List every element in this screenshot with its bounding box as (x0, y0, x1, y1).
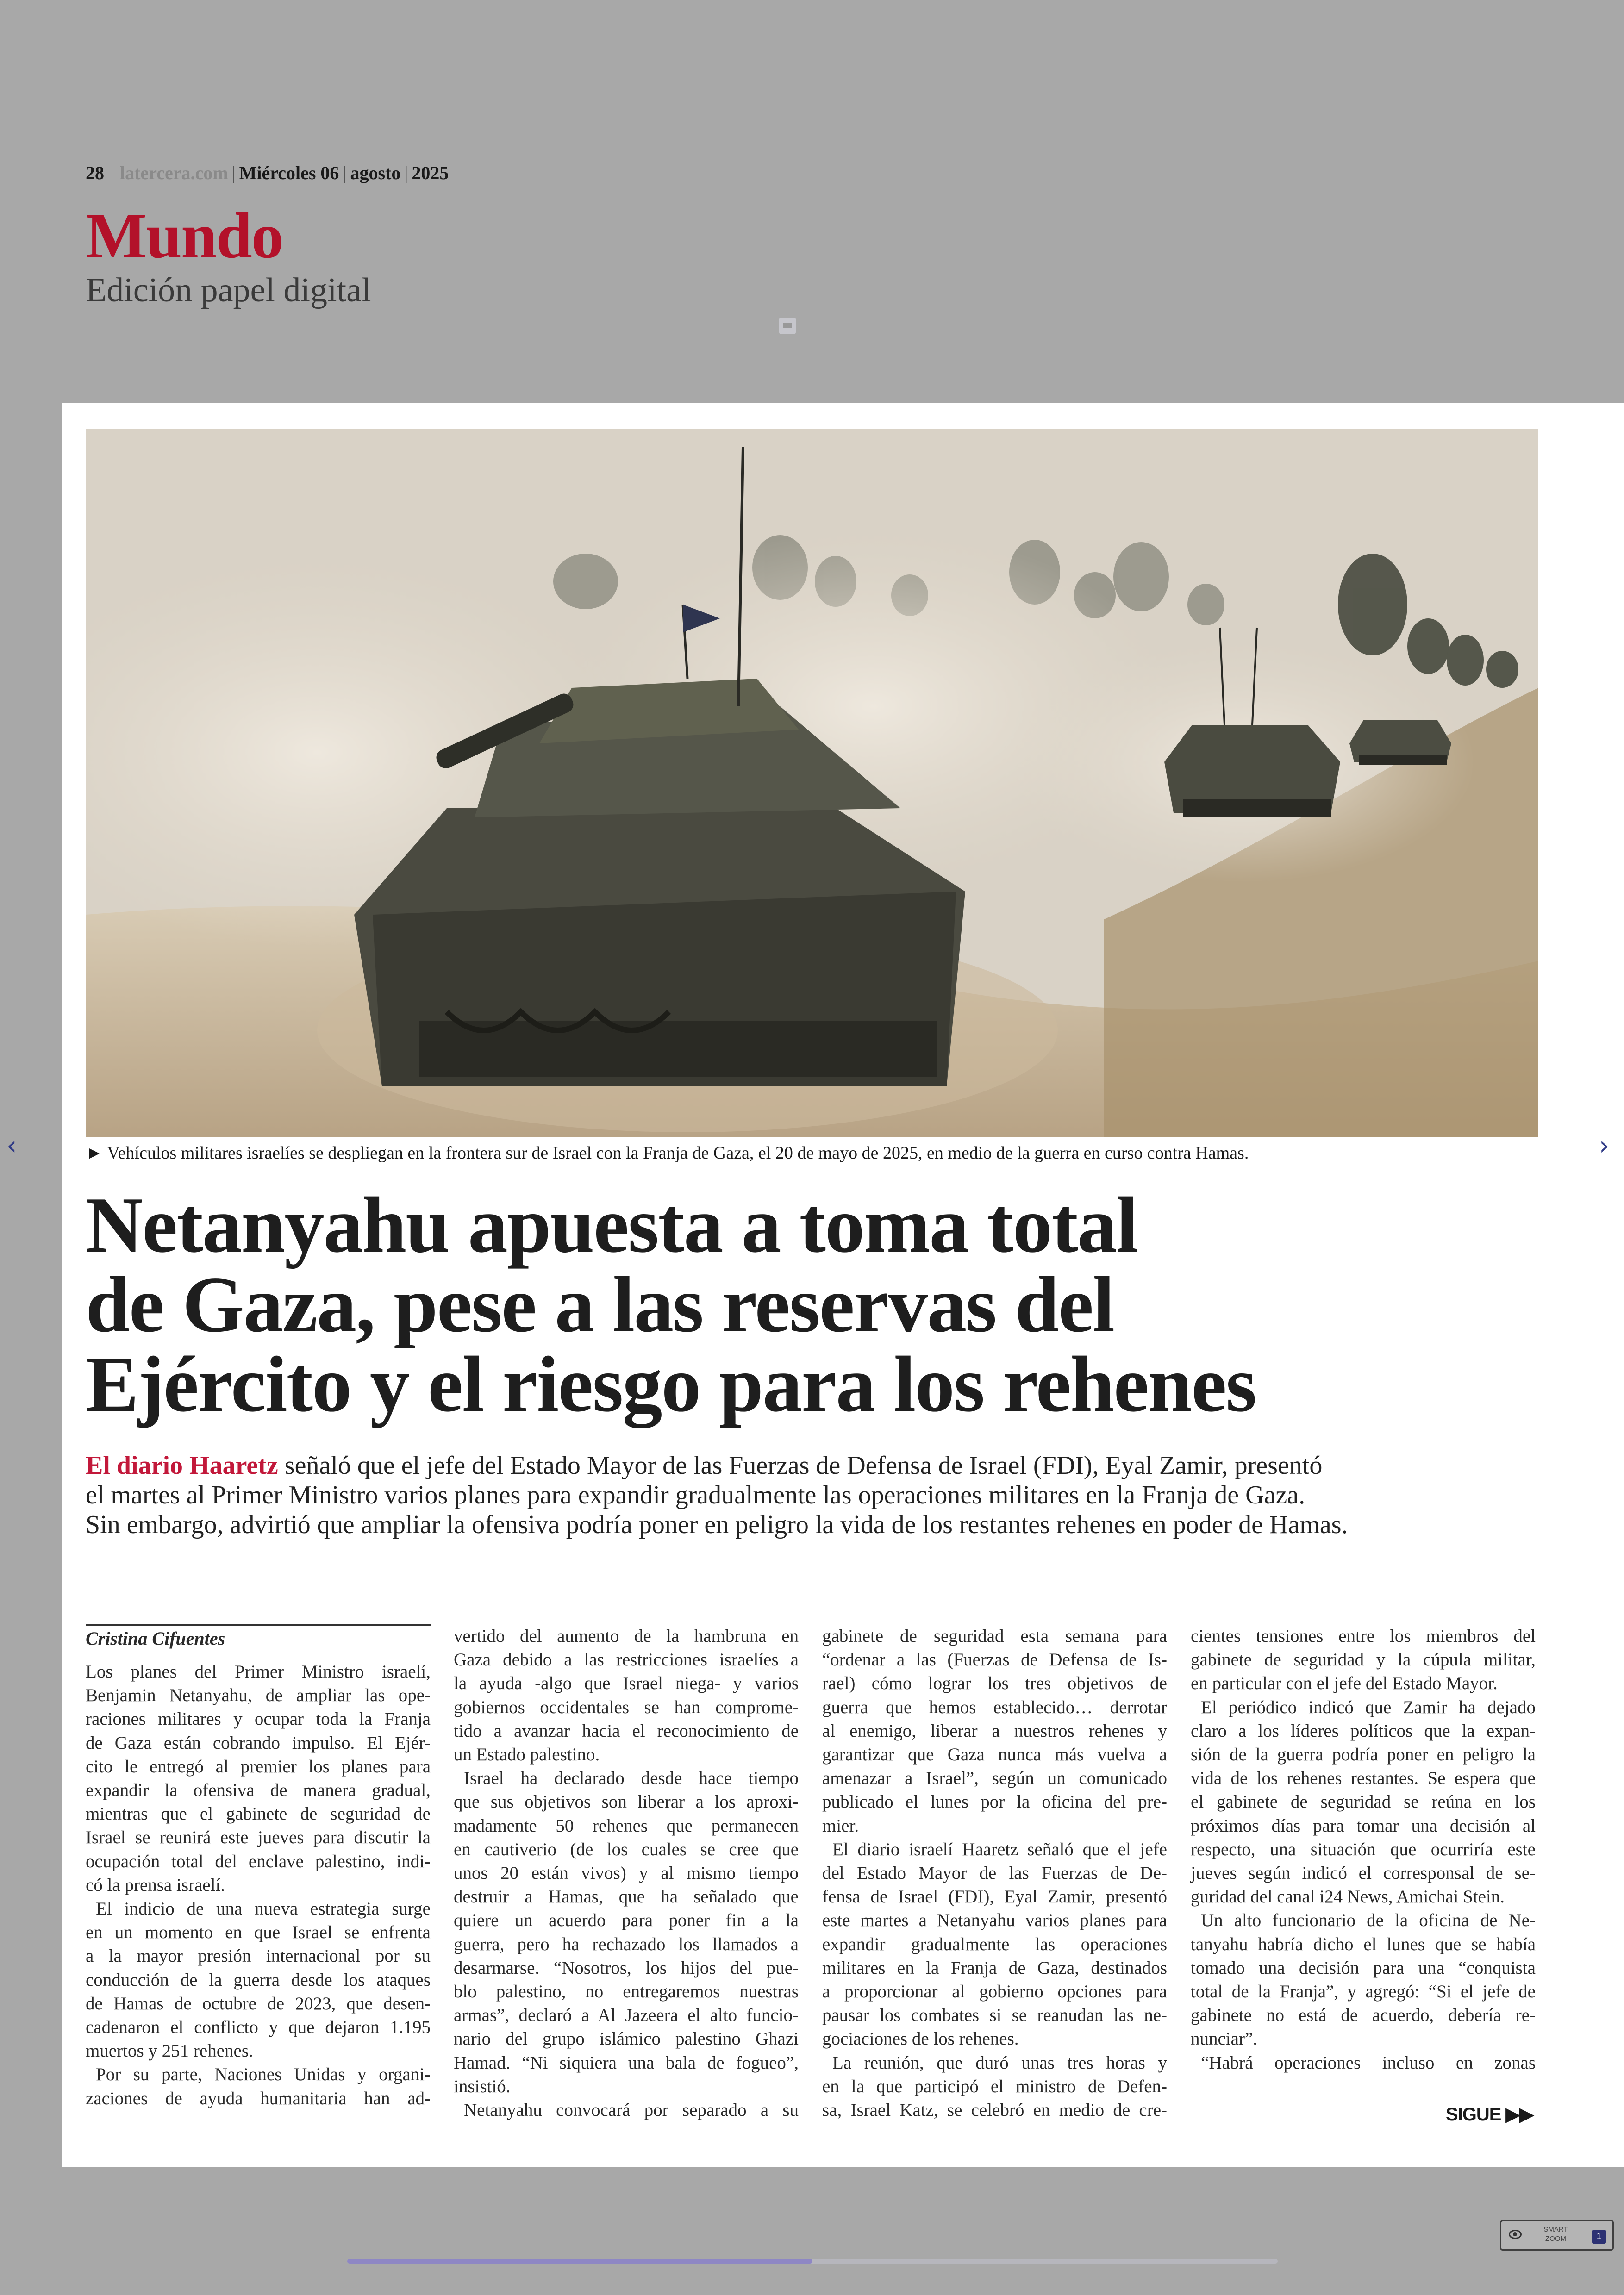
column-text-line: vida de los rehenes restantes. Se espera que (1191, 1768, 1536, 1789)
smart-zoom-badge: 1 (1592, 2230, 1606, 2244)
year: 2025 (412, 162, 449, 183)
column-text-line: có la prensa israelí. (86, 1875, 225, 1895)
column-text-line: garantizar que Gaza nunca más vuelva a (822, 1745, 1167, 1765)
column-text-line: tido a avanzar hacia el reconocimiento de (454, 1721, 799, 1741)
column-text-line: “Habrá operaciones incluso en zonas (1201, 2052, 1536, 2073)
column-text-line: Israel ha declarado desde hace tiempo (464, 1768, 799, 1789)
column-text-line: en la que participó el ministro de Defen- (822, 2076, 1167, 2096)
column-text-line: tomado una decisión para una “conquista (1191, 1958, 1536, 1978)
column-text-line: gociaciones de los rehenes. (822, 2029, 1019, 2049)
column-text-line: sa, Israel Katz, se celebró en medio de cre- (822, 2100, 1167, 2120)
lead-text: señaló que el jefe del Estado Mayor de las Fuerzas de Defensa de Israel (FDI), Eyal Zamir, presentó (278, 1451, 1323, 1480)
column-text-line: armas”, declaró a Al Jazeera el alto funcio- (454, 2005, 799, 2026)
column-text-line: guerra, pero ha rechazado los llamados a (454, 1934, 799, 1954)
article-lead (86, 1451, 1544, 1540)
column-text-line: en cautiverio (de los cuales se cree que (454, 1839, 799, 1859)
lead-line (86, 1451, 1544, 1480)
headline-line: Netanyahu apuesta a toma total (86, 1181, 1137, 1269)
section-title: Mundo (86, 200, 283, 272)
column-text-line: unos 20 están vivos) y al mismo tiempo (454, 1863, 799, 1883)
page-header: 28 latercera.com | Miércoles 06 | agosto | 2025 (86, 162, 449, 183)
page-progress-fill (347, 2259, 812, 2264)
column-text-line: Hamad. “Ni siquiera una bala de fogueo”, (454, 2052, 799, 2073)
column-text-line: jueves según indicó el corresponsal de se- (1191, 1863, 1536, 1883)
column-text-line: de Hamas de octubre de 2023, que desen- (86, 1993, 431, 2014)
article-headline (86, 1181, 1521, 1428)
column-text-line: Benjamin Netanyahu, de ampliar las ope- (86, 1685, 431, 1706)
column-text-line: militares en la Franja de Gaza, destinados (822, 1958, 1167, 1978)
column-text-line: en un momento en que Israel se enfrenta (86, 1922, 431, 1943)
column-text-line: publicado el lunes por la oficina del pre- (822, 1792, 1167, 1812)
article-column-3 (822, 1624, 1167, 2122)
column-text-line: desarmarse. “Nosotros, los hijos del pue- (454, 1958, 799, 1978)
column-text-line: El indicio de una nueva estrategia surge (96, 1899, 431, 1919)
column-text-line: gabinete no está de acuerdo, debería re- (1191, 2005, 1536, 2026)
month: agosto (350, 162, 401, 183)
column-text-line: “ordenar a las (Fuerzas de Defensa de Is- (822, 1650, 1167, 1670)
column-text-line: zaciones de ayuda humanitaria han ad- (86, 2088, 431, 2108)
lead-source: El diario Haaretz (86, 1451, 278, 1480)
section-subtitle: Edición papel digital (86, 271, 371, 309)
column-text-line: guerra que hemos establecido… derrotar (822, 1697, 1167, 1717)
column-text-line: Por su parte, Naciones Unidas y organi- (96, 2064, 431, 2085)
image-icon[interactable] (779, 318, 796, 334)
column-text-line: ocupación total del enclave palestino, indi- (86, 1851, 431, 1871)
smart-zoom-label: SMART ZOOM (1543, 2226, 1568, 2243)
headline-line: Ejército y el riesgo para los rehenes (86, 1341, 1256, 1428)
headline-line: de Gaza, pese a las reservas del (86, 1261, 1114, 1349)
column-text-line: el gabinete de seguridad se reúna en los (1191, 1792, 1536, 1812)
column-text-line: Los planes del Primer Ministro israelí, (86, 1662, 431, 1682)
author-byline: Cristina Cifuentes (86, 1624, 431, 1653)
continue-label: SIGUE ▶▶ (1446, 2104, 1534, 2125)
column-text-line: tanyahu habría dicho el lunes que se había (1191, 1934, 1536, 1954)
column-text-line: Un alto funcionario de la oficina de Ne- (1201, 1910, 1536, 1931)
column-text-line: total de la Franja”, y agregó: “Si el jefe de (1191, 1982, 1536, 2002)
column-text-line: El periódico indicó que Zamir ha dejado (1201, 1697, 1536, 1717)
column-text-line: raciones militares y ocupar toda la Franja (86, 1709, 431, 1729)
column-text-line: amenazar a Israel”, según un comunicado (822, 1768, 1167, 1789)
column-text-line: al enemigo, liberar a nuestros rehenes y (822, 1721, 1167, 1741)
column-text-line: a proporcionar al gobierno opciones para (822, 1982, 1167, 2002)
column-text-line: blo palestino, no entregaremos nuestras (454, 1982, 799, 2002)
page-progress-bar[interactable] (347, 2259, 1278, 2264)
column-text-line: fensa de Israel (FDI), Eyal Zamir, presentó (822, 1887, 1167, 1907)
next-page-arrow-icon[interactable]: › (1599, 1131, 1610, 1161)
column-text-line: gabinete de seguridad esta semana para (822, 1626, 1167, 1646)
column-text-line: cientes tensiones entre los miembros del (1191, 1626, 1536, 1646)
column-text-line: pausar los combates si se reanudan las ne- (822, 2005, 1167, 2026)
lead-line: Sin embargo, advirtió que ampliar la ofensiva podría poner en peligro la vida de los restantes rehenes en poder de Hamas. (86, 1510, 1348, 1539)
column-text-line: del Estado Mayor de las Fuerzas de De- (822, 1863, 1167, 1883)
prev-page-arrow-icon[interactable]: ‹ (6, 1131, 17, 1161)
lead-line: el martes al Primer Ministro varios planes para expandir gradualmente las operaciones militares en la Franja de Gaza. (86, 1481, 1305, 1509)
column-text-line: rael) cómo lograr los tres objetivos de (822, 1673, 1167, 1694)
column-text-line: próximos días para tomar una decisión al (1191, 1815, 1536, 1836)
column-text-line: La reunión, que duró unas tres horas y (832, 2052, 1167, 2073)
weekday: Miércoles 06 (239, 162, 339, 183)
article-column-2 (454, 1624, 799, 2122)
column-text-line: mientras que el gabinete de seguridad de (86, 1804, 431, 1824)
column-text-line: sión de la guerra podría poner en peligro la (1191, 1745, 1536, 1765)
smart-zoom-button[interactable] (1500, 2220, 1614, 2251)
eye-icon (1509, 2230, 1522, 2239)
column-text-line: quiere un acuerdo para poner fin a la (454, 1910, 799, 1931)
column-text-line: gobiernos occidentales se han comprome- (454, 1697, 799, 1717)
column-text-line: en particular con el jefe del Estado Mayor. (1191, 1673, 1498, 1694)
column-text-line: claro a los líderes políticos que la expan- (1191, 1721, 1536, 1741)
article-column-4 (1191, 1624, 1536, 2075)
page-number: 28 (86, 162, 104, 183)
newspaper-page (62, 403, 1624, 2167)
photo-caption: ► Vehículos militares israelíes se despliegan en la frontera sur de Israel con la Franja de Gaza, el 20 de mayo de 2025, en medio de la guerra en curso contra Hamas. (86, 1143, 1249, 1163)
column-text-line: El diario israelí Haaretz señaló que el jefe (832, 1839, 1167, 1859)
column-text-line: Israel se reunirá este jueves para discutir la (86, 1827, 431, 1848)
column-text-line: muertos y 251 rehenes. (86, 2041, 253, 2061)
column-text-line: respecto, una situación que ocurriría este (1191, 1839, 1536, 1859)
column-text-line: cito le entregó al premier los planes para (86, 1756, 431, 1777)
column-text-line: gabinete de seguridad y la cúpula militar, (1191, 1650, 1536, 1670)
column-text-line: insistió. (454, 2076, 511, 2096)
column-text-line: nunciar”. (1191, 2029, 1258, 2049)
column-text-line: de Gaza están cobrando impulso. El Ejér- (86, 1733, 431, 1753)
column-text-line: destruir a Hamas, que ha señalado que (454, 1887, 799, 1907)
column-text-line: conducción de la guerra desde los ataques (86, 1970, 431, 1990)
site-name: latercera.com (120, 162, 228, 183)
photo-military-vehicles-icon (86, 429, 1538, 1137)
column-text-line: guridad del canal i24 News, Amichai Stein. (1191, 1887, 1505, 1907)
column-text-line: Netanyahu convocará por separado a su (464, 2100, 799, 2120)
article-photo (86, 429, 1538, 1137)
column-text-line: expandir la ofensiva de manera gradual, (86, 1780, 431, 1801)
column-text-line: cadenaron el conflicto y que dejaron 1.195 (86, 2017, 431, 2038)
column-text-line: madamente 50 rehenes que permanecen (454, 1815, 799, 1836)
article-column-1 (86, 1624, 431, 2110)
column-text-line: a la mayor presión internacional por su (86, 1946, 431, 1966)
column-text-line: que sus objetivos son liberar a los aproxi- (454, 1792, 799, 1812)
column-text-line: la ayuda -algo que Israel niega- y varios (454, 1673, 799, 1694)
column-text-line: Gaza debido a las restricciones israelíes a (454, 1650, 799, 1670)
column-text-line: mier. (822, 1815, 859, 1836)
column-text-line: un Estado palestino. (454, 1745, 600, 1765)
column-text-line: vertido del aumento de la hambruna en (454, 1626, 799, 1646)
column-text-line: nario del grupo islámico palestino Ghazi (454, 2029, 799, 2049)
column-text-line: expandir gradualmente las operaciones (822, 1934, 1167, 1954)
column-text-line: este martes a Netanyahu varios planes para (822, 1910, 1167, 1931)
